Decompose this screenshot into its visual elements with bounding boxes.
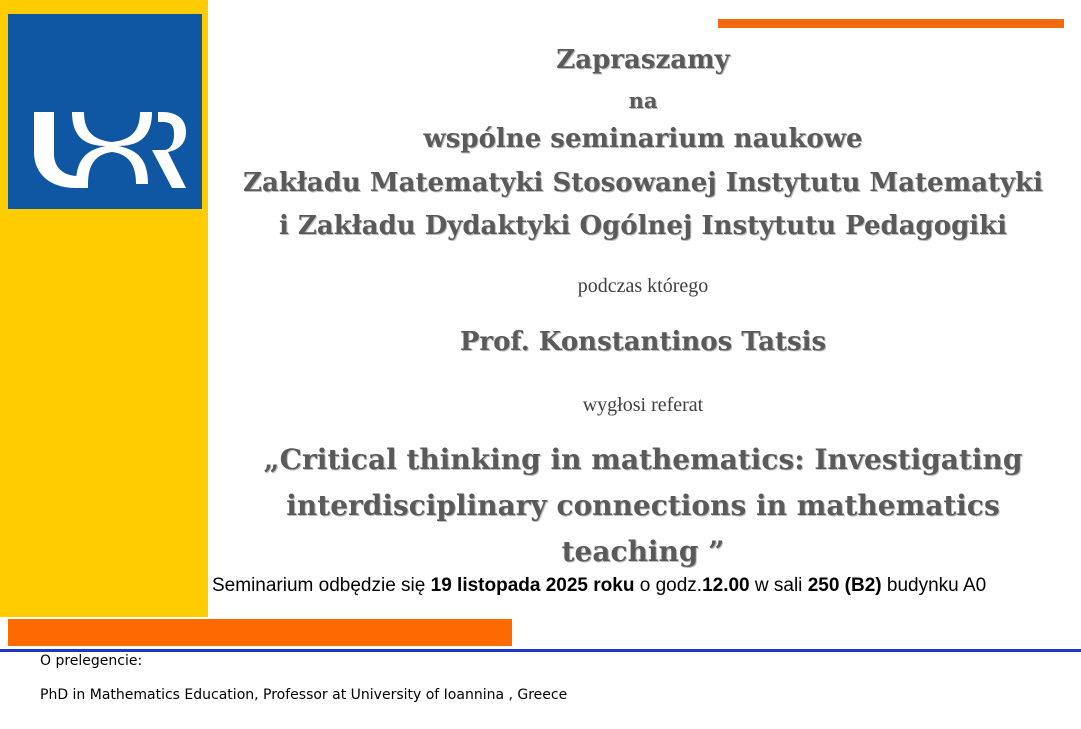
schedule-time-prefix: o godz. bbox=[634, 575, 703, 596]
orange-top-bar bbox=[718, 19, 1064, 28]
department-line-2: i Zakładu Dydaktyki Ogólnej Instytutu Pedagogiki bbox=[278, 211, 1008, 241]
during-text: podczas którego bbox=[577, 275, 709, 297]
schedule-date: 19 listopada 2025 roku bbox=[430, 575, 635, 596]
department-line-1: Zakładu Matematyki Stosowanej Instytutu Matematyki bbox=[243, 168, 1043, 198]
seminar-heading: wspólne seminarium naukowe bbox=[423, 124, 863, 154]
schedule-room: 250 (B2) bbox=[807, 575, 882, 596]
schedule-suffix: budynku A0 bbox=[881, 575, 987, 596]
invite-heading: Zapraszamy bbox=[556, 45, 730, 75]
talk-title-line-1: „Critical thinking in mathematics: Investigating bbox=[263, 443, 1023, 476]
na-text: na bbox=[628, 88, 658, 113]
about-speaker-text: PhD in Mathematics Education, Professor at University of Ioannina , Greece bbox=[40, 687, 568, 703]
about-speaker-label: O prelegencie: bbox=[40, 653, 143, 669]
ur-logo-icon bbox=[32, 110, 188, 188]
schedule-room-prefix: w sali bbox=[749, 575, 808, 596]
schedule-time: 12.00 bbox=[702, 575, 750, 596]
talk-title-line-2: interdisciplinary connections in mathematics teaching ” bbox=[286, 489, 1000, 568]
schedule-prefix: Seminarium odbędzie się bbox=[212, 575, 431, 596]
speaker-name: Prof. Konstantinos Tatsis bbox=[459, 327, 827, 357]
talk-title bbox=[218, 437, 1068, 575]
schedule-info bbox=[212, 575, 1072, 597]
ur-logo bbox=[8, 14, 202, 209]
orange-bottom-bar bbox=[8, 619, 512, 646]
delivers-text: wygłosi referat bbox=[582, 394, 704, 416]
blue-divider bbox=[0, 649, 1081, 652]
